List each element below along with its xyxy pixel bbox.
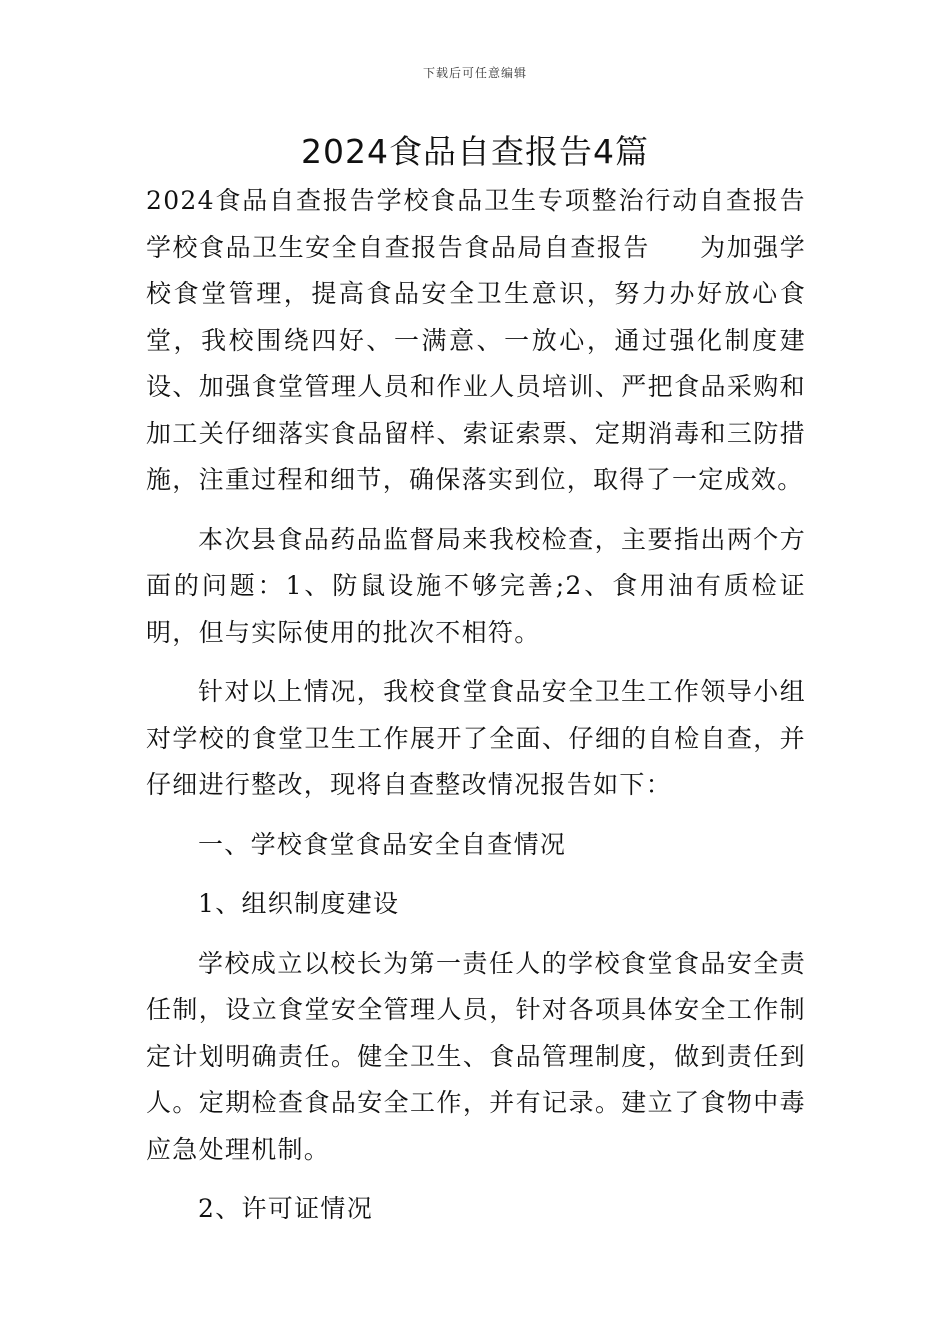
intro-paragraph: [146, 178, 806, 504]
header-note: 下载后可任意编辑: [422, 66, 527, 80]
document-body: [146, 178, 806, 1246]
intro-related-titles: 2024食品自查报告学校食品卫生专项整治行动自查报告学校食品卫生安全自查报告食品局自查报告: [146, 186, 806, 262]
document-title: 2024食品自查报告4篇: [301, 132, 649, 171]
paragraph-inspection: 本次县食品药品监督局来我校检查，主要指出两个方面的问题：1、防鼠设施不够完善;2、食用油有质检证明，但与实际使用的批次不相符。: [146, 524, 806, 647]
intro-body: 为加强学校食堂管理，提高食品安全卫生意识，努力办好放心食堂，我校围绕四好、一满意、一放心，通过强化制度建设、加强食堂管理人员和作业人员培训、严把食品采购和加工关仔细落实食品留样、索证索票、定期消毒和三防措施，注重过程和细节，确保落实到位，取得了一定成效。: [146, 232, 807, 494]
paragraph-organization: 学校成立以校长为第一责任人的学校食堂食品安全责任制，设立食堂安全管理人员，针对各项具体安全工作制定计划明确责任。健全卫生、食品管理制度，做到责任到人。定期检查食品安全工作，并有记录。建立了食物中毒应急处理机制。: [146, 948, 806, 1164]
subsection-heading-1: 1、组织制度建设: [198, 889, 400, 918]
subsection-heading-2: 2、许可证情况: [198, 1194, 374, 1223]
section-heading-1: 一、学校食堂食品安全自查情况: [198, 829, 567, 859]
paragraph-response: 针对以上情况，我校食堂食品安全卫生工作领导小组对学校的食堂卫生工作展开了全面、仔细的自检自查，并仔细进行整改，现将自查整改情况报告如下：: [146, 677, 806, 799]
